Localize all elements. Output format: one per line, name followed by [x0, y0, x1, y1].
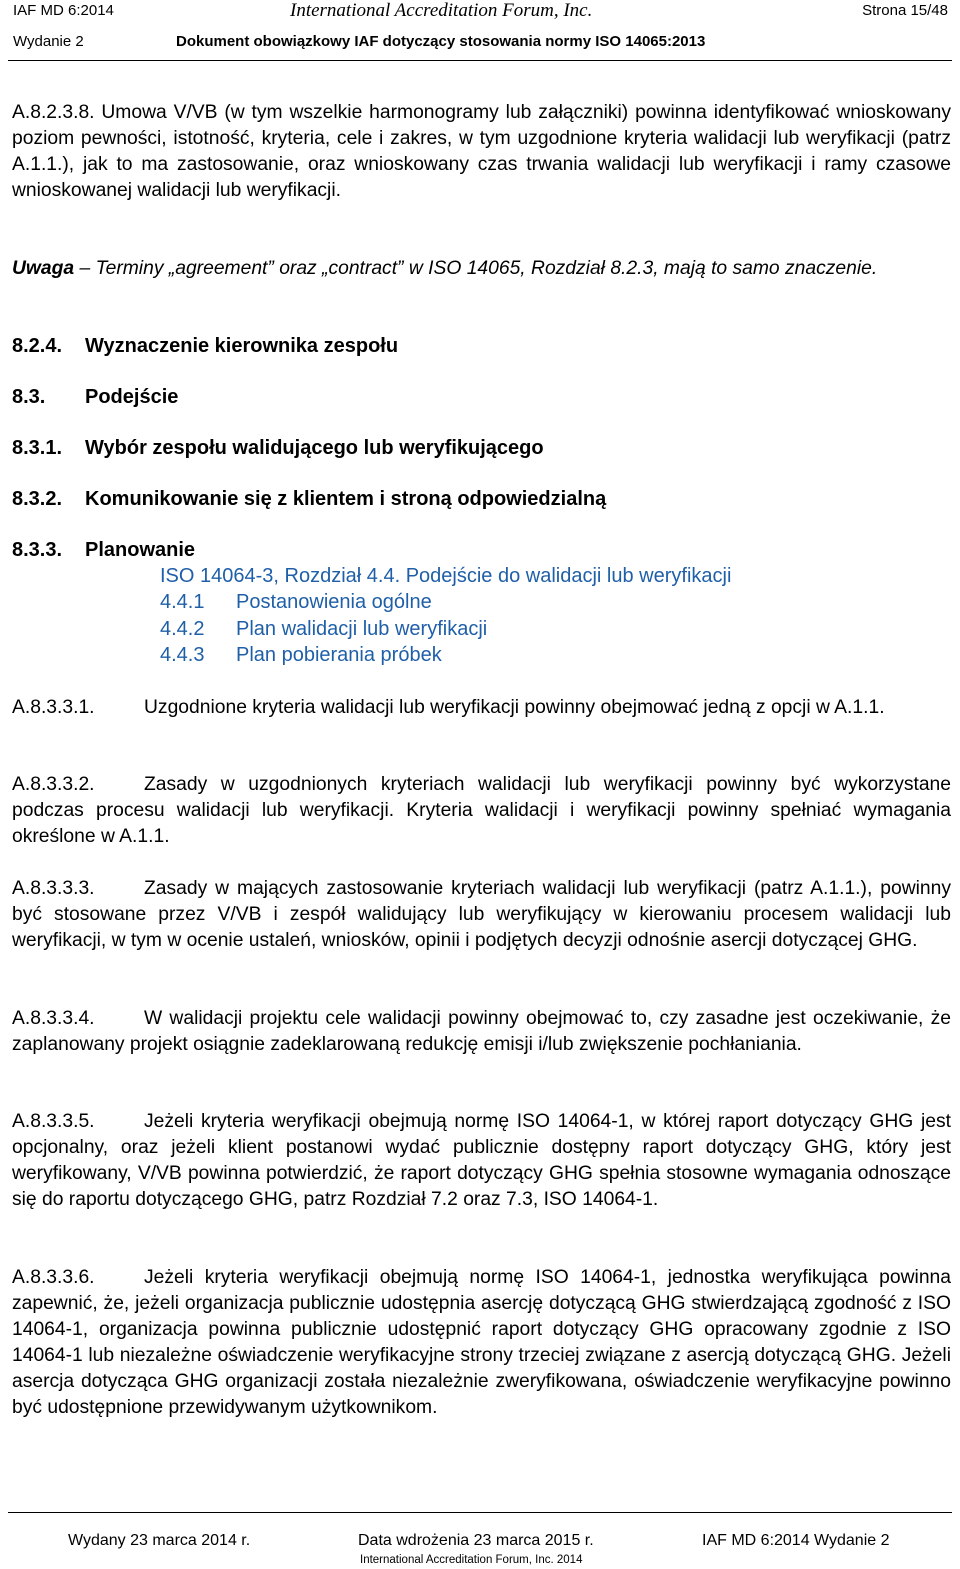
heading-text: Planowanie [85, 539, 196, 561]
heading-8-3 [12, 386, 178, 409]
header-document-title: Dokument obowiązkowy IAF dotyczący stosowania normy ISO 14065:2013 [176, 33, 706, 50]
reference-number: 4.4.2 [160, 618, 205, 640]
header-page-number: Strona 15/48 [862, 2, 948, 19]
heading-text: Wybór zespołu walidującego lub weryfikującego [85, 437, 544, 459]
clause-text: W walidacji projektu cele walidacji powinny obejmować to, czy zasadne jest oczekiwanie, że zaplanowany projekt osiągnie zadeklarowaną redukcję emisji i/lub zwiększenie pochłaniania. [12, 1008, 951, 1055]
clause-number: A.8.3.3.6. [12, 1267, 95, 1288]
header-org-title: International Accreditation Forum, Inc. [290, 0, 593, 21]
footer-copyright: International Accreditation Forum, Inc. 2014 [360, 1554, 583, 1566]
heading-number: 8.3.1. [12, 437, 63, 459]
footer-issued-date: Wydany 23 marca 2014 r. [68, 1532, 251, 1549]
footer-edition: IAF MD 6:2014 Wydanie 2 [702, 1532, 890, 1549]
heading-number: 8.3.3. [12, 539, 63, 561]
reference-item [160, 644, 442, 667]
paragraph-a8238: A.8.2.3.8. Umowa V/VB (w tym wszelkie harmonogramy lub załączniki) powinna identyfikować wnioskowany poziom pewności, istotność, kryteria, cele i zakres, w tym uzgodnione kryteria walidacji lub weryfikacji (patrz A.1.1.), jak to ma zastosowanie, oraz wnioskowany czas trwania walidacji lub weryfikacji i ramy czasowe wnioskowanej walidacji lub weryfikacji. [12, 102, 951, 201]
reference-number: 4.4.1 [160, 591, 205, 613]
heading-number: 8.3.2. [12, 488, 63, 510]
clause-text: Jeżeli kryteria weryfikacji obejmują normę ISO 14064-1, jednostka weryfikująca powinna zapewnić, że, jeżeli organizacja publicznie udostępnia asercję dotyczącą GHG stwierdzającą zgodność z ISO 14064-1, organizacja powinna publicznie udostępnić raport dotyczący GHG opracowany zgodnie z ISO 14064-1 lub niezależne oświadczenie weryfikacyjne strony trzeciej związane z asercją dotyczącą GHG. Jeżeli asercja dotycząca GHG organizacji została niezależnie zweryfikowana, oświadczenie weryfikacyjne powinno być udostępnione przewidywanym użytkownikom. [12, 1267, 951, 1418]
reference-text: Plan walidacji lub weryfikacji [236, 618, 488, 640]
reference-item [160, 591, 432, 614]
clause-a8336 [12, 1265, 951, 1421]
heading-text: Wyznaczenie kierownika zespołu [85, 335, 399, 357]
reference-number: 4.4.3 [160, 644, 205, 666]
footer-effective-date: Data wdrożenia 23 marca 2015 r. [358, 1532, 594, 1549]
reference-text: Postanowienia ogólne [236, 591, 432, 613]
clause-number: A.8.3.3.3. [12, 878, 95, 899]
clause-number: A.8.3.3.1. [12, 697, 95, 718]
note-paragraph [12, 256, 951, 282]
header-divider [8, 60, 952, 61]
header-doc-id: IAF MD 6:2014 [13, 2, 114, 19]
heading-8-3-3 [12, 539, 195, 562]
heading-8-3-2 [12, 488, 606, 511]
note-label: Uwaga [12, 258, 75, 279]
clause-number: A.8.3.3.4. [12, 1008, 95, 1029]
heading-8-3-1 [12, 437, 544, 460]
heading-text: Komunikowanie się z klientem i stroną odpowiedzialną [85, 488, 607, 510]
reference-main: ISO 14064-3, Rozdział 4.4. Podejście do walidacji lub weryfikacji [160, 565, 732, 587]
note-text: – Terminy „agreement” oraz „contract” w ISO 14065, Rozdział 8.2.3, mają to samo znaczenie. [74, 258, 878, 279]
header-edition: Wydanie 2 [13, 33, 84, 50]
clause-text: Zasady w uzgodnionych kryteriach walidacji lub weryfikacji powinny być wykorzystane podczas procesu walidacji lub weryfikacji. Kryteria walidacji i weryfikacji powinny spełniać wymagania określone w A.1.1. [12, 774, 951, 847]
clause-text: Jeżeli kryteria weryfikacji obejmują normę ISO 14064-1, w której raport dotyczący GHG jest opcjonalny, oraz jeżeli klient postanowi wydać publicznie dostępny raport dotyczący GHG, który jest weryfikowany, V/VB powinna potwierdzić, że raport dotyczący GHG spełnia stosowne wymagania odnoszące się do raportu dotyczącego GHG, patrz Rozdział 7.2 oraz 7.3, ISO 14064-1. [12, 1111, 951, 1210]
heading-8-2-4 [12, 335, 398, 358]
heading-number: 8.2.4. [12, 335, 63, 357]
clause-a8334 [12, 1006, 951, 1058]
reference-item [160, 618, 487, 641]
footer-divider [8, 1512, 952, 1513]
reference-text: Plan pobierania próbek [236, 644, 442, 666]
clause-a8333 [12, 876, 951, 954]
clause-a8332 [12, 772, 951, 850]
heading-text: Podejście [85, 386, 179, 408]
clause-text: Zasady w mających zastosowanie kryteriach walidacji lub weryfikacji (patrz A.1.1.), powinny być stosowane przez V/VB i zespół walidujący lub weryfikujący w kierowaniu procesem walidacji lub weryfikacji, w tym w ocenie ustaleń, wniosków, opinii i podjętych decyzji odnośnie asercji dotyczącej GHG. [12, 878, 951, 951]
clause-number: A.8.3.3.5. [12, 1111, 95, 1132]
heading-number: 8.3. [12, 386, 46, 408]
clause-a8331 [12, 695, 951, 721]
clause-number: A.8.3.3.2. [12, 774, 95, 795]
clause-text: Uzgodnione kryteria walidacji lub weryfikacji powinny obejmować jedną z opcji w A.1.1. [144, 697, 885, 718]
clause-a8335 [12, 1109, 951, 1213]
